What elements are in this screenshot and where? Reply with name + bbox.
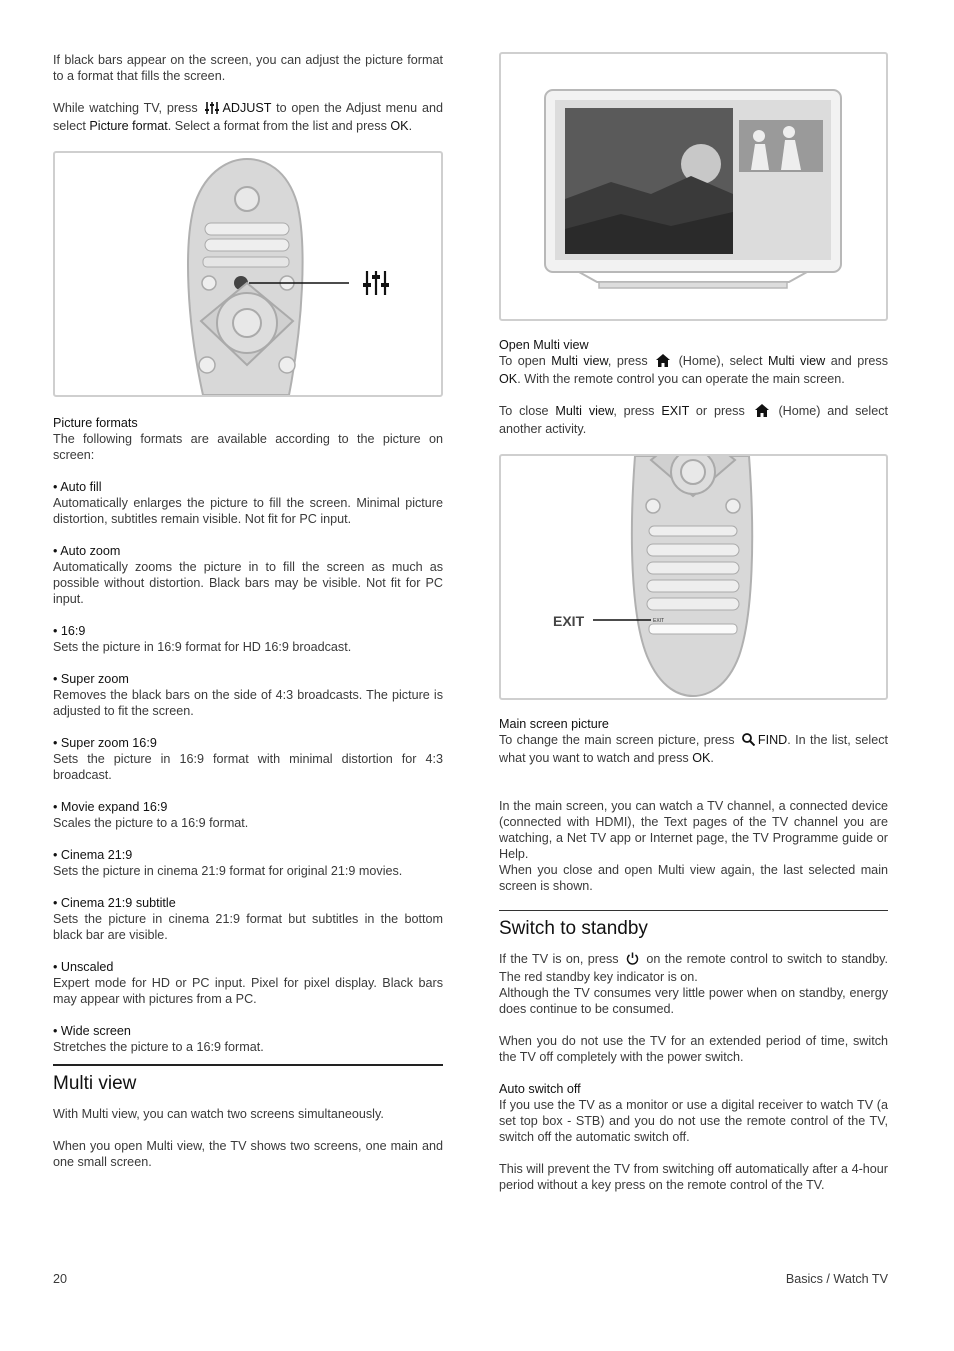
format-description: Automatically zooms the picture in to fill the screen as much as possible without distortion. Black bars may be visible. Not fit for PC input. xyxy=(53,560,443,606)
format-description: Sets the picture in cinema 21:9 format but subtitles in the bottom black bar are visible. xyxy=(53,912,443,942)
standby-paragraph-1: If the TV is on, press on the remote control to switch to standby. The red standby key indicator is on. xyxy=(499,952,889,984)
adjust-instructions: While watching TV, press ADJUST to open the Adjust menu and select Picture format. Select a format from the list and press OK. xyxy=(53,101,444,133)
main-screen-text: To change the main screen picture, press FIND. In the list, select what you want to watch and press OK. xyxy=(499,733,889,765)
home-icon xyxy=(755,404,769,421)
page-number: 20 xyxy=(53,1272,68,1286)
exit-key-text: EXIT xyxy=(653,618,665,624)
main-screen-paragraph-3: When you close and open Multi view again, the last selected main screen is shown. xyxy=(499,863,888,893)
multi-view-paragraph-1: With Multi view, you can watch two screens simultaneously. xyxy=(53,1107,384,1121)
format-description: Sets the picture in 16:9 format with minimal distortion for 4:3 broadcast. xyxy=(53,752,443,782)
picture-formats-intro: The following formats are available according to the picture on screen: xyxy=(53,432,443,462)
format-title: • Unscaled xyxy=(53,960,114,974)
power-icon xyxy=(626,952,639,969)
format-description: Sets the picture in 16:9 format for HD 16:9 broadcast. xyxy=(53,640,352,654)
format-description: Expert mode for HD or PC input. Pixel for pixel display. Black bars may appear with pictures from a PC. xyxy=(53,976,443,1006)
format-description: Sets the picture in cinema 21:9 format for original 21:9 movies. xyxy=(53,864,403,878)
multi-view-paragraph-2: When you open Multi view, the TV shows two screens, one main and one small screen. xyxy=(53,1139,443,1169)
exit-label: EXIT xyxy=(553,613,585,629)
intro-paragraph: If black bars appear on the screen, you can adjust the picture format to a format that fills the screen. xyxy=(53,53,443,83)
format-description: Scales the picture to a 16:9 format. xyxy=(53,816,249,830)
multi-view-tv-figure xyxy=(499,52,888,321)
remote-adjust-figure xyxy=(53,151,443,397)
main-screen-heading: Main screen picture xyxy=(499,717,609,731)
breadcrumb: Basics / Watch TV xyxy=(785,1272,888,1286)
format-description: Automatically enlarges the picture to fill the screen. Minimal picture distortion, subtitles remain visible. Not fit for PC input. xyxy=(53,496,443,526)
format-title: • Auto zoom xyxy=(53,544,121,558)
right-column xyxy=(499,52,888,1193)
format-title: • Cinema 21:9 subtitle xyxy=(53,896,176,910)
remote-exit-figure xyxy=(499,454,888,700)
adjust-icon xyxy=(205,102,219,118)
format-title: • Movie expand 16:9 xyxy=(53,800,168,814)
picture-formats-list xyxy=(53,463,443,1055)
format-title: • Auto fill xyxy=(53,480,102,494)
search-icon xyxy=(742,733,755,750)
home-icon xyxy=(656,354,670,371)
auto-switch-off-paragraph-2: This will prevent the TV from switching off automatically after a 4-hour period without a key press on the remote control of the TV. xyxy=(499,1162,888,1192)
format-title: • 16:9 xyxy=(53,624,86,638)
multi-view-title: Multi view xyxy=(53,1064,443,1096)
format-description: Stretches the picture to a 16:9 format. xyxy=(53,1040,264,1054)
picture-formats-heading: Picture formats xyxy=(53,416,138,430)
format-title: • Super zoom xyxy=(53,672,129,686)
format-title: • Wide screen xyxy=(53,1024,131,1038)
format-title: • Super zoom 16:9 xyxy=(53,736,157,750)
auto-switch-off-paragraph-1: If you use the TV as a monitor or use a digital receiver to watch TV (a set top box - STB) and you do not use the remote control of the TV, switch off the automatic switch off. xyxy=(499,1098,888,1144)
open-multi-view-heading: Open Multi view xyxy=(499,338,589,352)
main-screen-paragraph-2: In the main screen, you can watch a TV channel, a connected device (connected with HDMI), the Text pages of the TV channel you are watching, a Net TV app or Internet page, the TV Programme guide or Help. xyxy=(499,799,888,861)
left-column xyxy=(53,52,443,1170)
standby-paragraph-3: When you do not use the TV for an extended period of time, switch the TV off completely with the power switch. xyxy=(499,1034,888,1064)
close-multi-view-text: To close Multi view, press EXIT or press (Home) and select another activity. xyxy=(499,404,889,436)
auto-switch-off-heading: Auto switch off xyxy=(499,1082,581,1096)
format-description: Removes the black bars on the side of 4:3 broadcasts. The picture is adjusted to fit the screen. xyxy=(53,688,443,718)
switch-to-standby-title: Switch to standby xyxy=(499,910,888,941)
open-multi-view-text: To open Multi view, press (Home), select Multi view and press OK. With the remote control you can operate the main screen. xyxy=(499,354,888,386)
format-title: • Cinema 21:9 xyxy=(53,848,133,862)
standby-paragraph-2: Although the TV consumes very little power when on standby, energy does continue to be consumed. xyxy=(499,986,888,1016)
